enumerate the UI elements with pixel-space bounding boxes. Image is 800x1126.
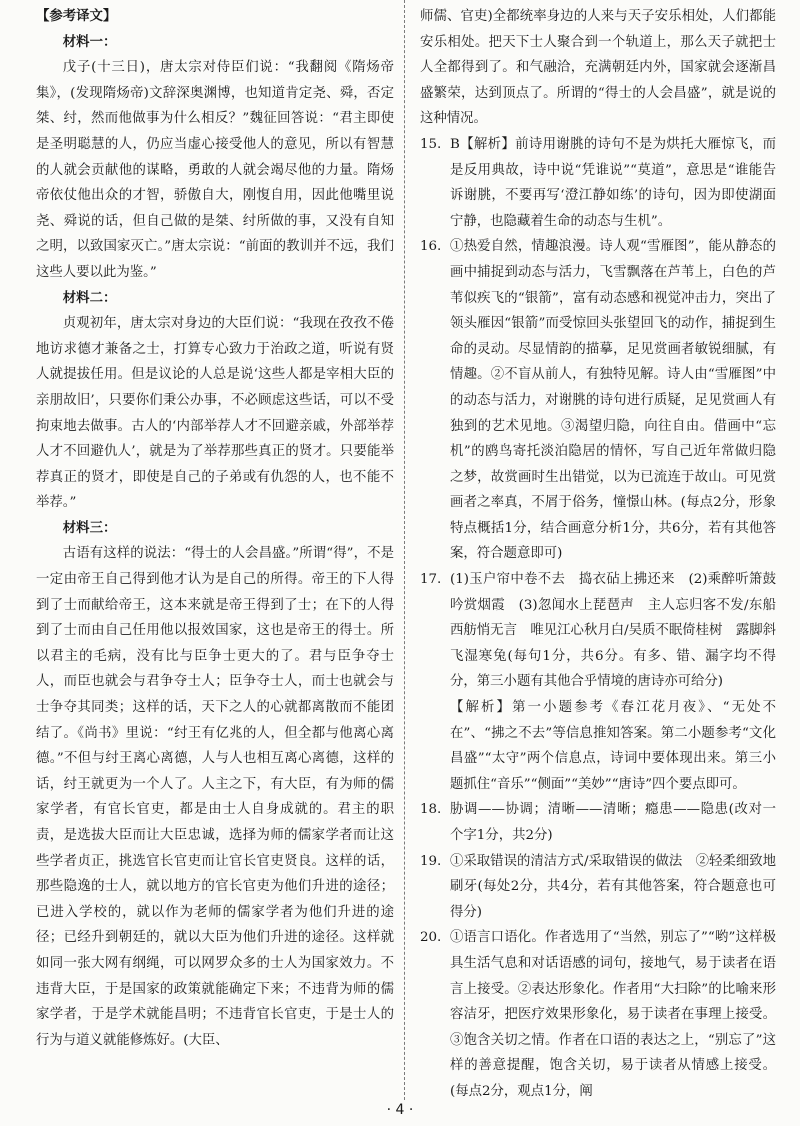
question-17-answer: (1)玉户帘中卷不去 捣衣砧上拂还来 (2)乘醉听箫鼓 吟赏烟霞 (3)忽闻水上琵琶声 主人忘归客不发/东船西舫悄无言 唯见江心秋月白/吴质不眠倚桂树 露脚斜飞湿寒兔(每句1分，共6分。有多、错、漏字均不得分，第三小题有其他合乎情境的唐诗亦可给分) [450, 572, 790, 690]
translation-continuation: 师儒、官吏)全都统率身边的人来与天子安乐相处，人们都能安乐相处。把天下士人聚合到一个轨道上，那么天子就把士人全都得到了。和气融洽，充满朝廷内外，国家就会逐渐昌盛繁荣，达到顶点了。所谓的“得士的人会昌盛”，就是说的这种情况。 [420, 9, 776, 127]
question-number: 18. [420, 802, 442, 818]
question-number: 17. [420, 572, 442, 588]
material-3-title: 材料三： [62, 519, 117, 536]
column-divider [404, 0, 405, 1100]
question-20 [420, 925, 776, 1104]
question-17 [420, 567, 790, 797]
material-2-text: 贞观初年，唐太宗对身边的大臣们说：“我现在孜孜不倦地访求德才兼备之士，打算专心致力于治政之道，听说有贤人就提拔任用。但是议论的人总是说‘这些人都是宰相大臣的亲朋故旧’，只要你们秉公办事，不必顾虑这些话，可以不受拘束地去做事。古人的‘内部举荐人才不回避亲戚，外部举荐人才不回避仇人’，就是为了举荐那些真正的贤才。只要能举荐真正的贤才，即使是自己的子弟或有仇怨的人，也不能不举荐。” [36, 316, 394, 511]
question-number: 20. [420, 930, 442, 946]
question-answer: 胁调——协调；清晰——清晰；瘾患——隐患(改对一个字1分，共2分) [450, 802, 776, 843]
question-19 [420, 849, 776, 926]
material-1-title: 材料一： [62, 33, 117, 50]
question-16 [420, 234, 776, 567]
question-answer: ①热爱自然，情趣浪漫。诗人观“雪雁图”，能从静态的画中捕捉到动态与活力，飞雪飘落在芦苇上，白色的芦苇似疾飞的“银箭”，富有动态感和视觉冲击力，突出了领头雁因“银箭”而受惊回头张望回飞的动作，捕捉到生命的灵动。尽显情韵的描摹，足见赏画者敏锐细腻，有情趣。②不盲从前人，有独特见解。诗人由“雪雁图”中的动态与活力，对谢朓的诗句进行质疑，足见赏画人有独到的艺术见地。③渴望归隐，向往自由。借画中“忘机”的鸥鸟寄托淡泊隐居的情怀，写自己近年常做归隐之梦，故赏画时生出错觉，以为已流连于故山。可见赏画者之率真，不屑于俗务，憧憬山林。(每点2分，形象特点概括1分，结合画意分析1分，共6分，若有其他答案，符合题意即可) [450, 239, 776, 562]
question-answer: ①语言口语化。作者选用了“当然，别忘了”“哟”这样极具生活气息和对话语感的词句，接地气，易于读者在语言上接受。②表达形象化。作者用“大扫除”的比喻来形容洁牙，把医疗效果形象化，易于读者在事理上接受。③饱含关切之情。作者在口语的表达之上，“别忘了”这样的善意提醒，饱含关切，易于读者从情感上接受。(每点2分，观点1分，阐 [450, 930, 776, 1099]
question-number: 19. [420, 853, 442, 869]
section-heading: 【参考译文】 [36, 8, 117, 24]
material-2-title: 材料二： [62, 289, 117, 306]
question-answer: B【解析】前诗用谢朓的诗句不是为烘托大雁惊飞，而是反用典故，诗中说“凭谁说”“莫道”，意思是“谁能告诉谢朓，不要再写‘澄江静如练’的诗句，因为即使湖面宁静，也隐藏着生命的动态与生机”。 [450, 136, 776, 229]
question-number: 15. [420, 136, 442, 152]
question-answer [450, 567, 790, 797]
material-1-text: 戊子(十三日)，唐太宗对侍臣们说：“我翻阅《隋炀帝集》，(发现隋炀帝)文辞深奥渊博，也知道肯定尧、舜，否定桀、纣，然而他做事为什么相反？”魏征回答说：“君主即使是圣明聪慧的人，仍应当虚心接受他人的意见，所以有智慧的人就会贡献他的谋略，勇敢的人就会竭尽他的力量。隋炀帝依仗他出众的才智，骄傲自大，刚愎自用，因此他嘴里说尧、舜说的话，但自己做的是桀、纣所做的事，又没有自知之明，以致国家灭亡。”唐太宗说：“前面的教训并不远，我们这些人要以此为鉴。” [36, 60, 394, 280]
question-17-analysis: 【解析】第一小题参考《春江花月夜》、“无处不在”、“拂之不去”等信息推知答案。第二小题参考“文化昌盛”“太守”两个信息点，诗词中要体现出来。第三小题抓住“音乐”“侧面”“美妙”“唐诗”四个要点即可。 [450, 700, 776, 792]
question-18 [420, 797, 776, 848]
question-number: 16. [420, 239, 442, 255]
material-3-text: 古语有这样的说法：“得士的人会昌盛。”所谓“得”，不是一定由帝王自己得到他才认为是自己的所得。帝王的下人得到了士而献给帝王，这本来就是帝王得到了士；在下的人得到了士而由自己任用他以报效国家，这也是帝王的得士。所以君主的毛病，没有比与臣争士更大的了。君与臣争夺士人，而臣也就会与君争夺士人；臣争夺士人，而士也就会与士争夺其同类；这样的话，天下之人的心就都离散而不能团结了。《尚书》里说：“纣王有亿兆的人，但全都与他离心离德。”不但与纣王离心离德，人与人也相互离心离德，这样的话，纣王就更为一个人了。人主之下，有大臣，有为师的儒家学者，有官长官吏，都是由士人自身成就的。君主的职责，是选拔大臣而让大臣忠诚，选择为师的儒家学者而让这些学者贞正，挑选官长官吏而让官长官吏贤良。这样的话，那些隐逸的士人，就以地方的官长官吏为他们升进的途径；已进入学校的，就以作为老师的儒家学者为他们升进的途径；已经升到朝廷的，就以大臣为他们升进的途径。这样就如同一张大网有纲绳，可以网罗众多的士人为国家效力。不违背大臣，于是国家的政策就能确定下来；不违背为师的儒家学者，于是学术就能昌明；不违背官长官吏，于是士人的行为与道义就能修炼好。(大臣、 [36, 546, 394, 1048]
question-15 [420, 132, 776, 234]
page-number: · 4 · [386, 1102, 414, 1118]
left-column [36, 4, 394, 1053]
right-column [420, 4, 790, 1105]
question-answer: ①采取错误的清洁方式/采取错误的做法 ②轻柔细致地刷牙(每处2分，共4分，若有其他答案，符合题意也可得分) [450, 853, 776, 920]
